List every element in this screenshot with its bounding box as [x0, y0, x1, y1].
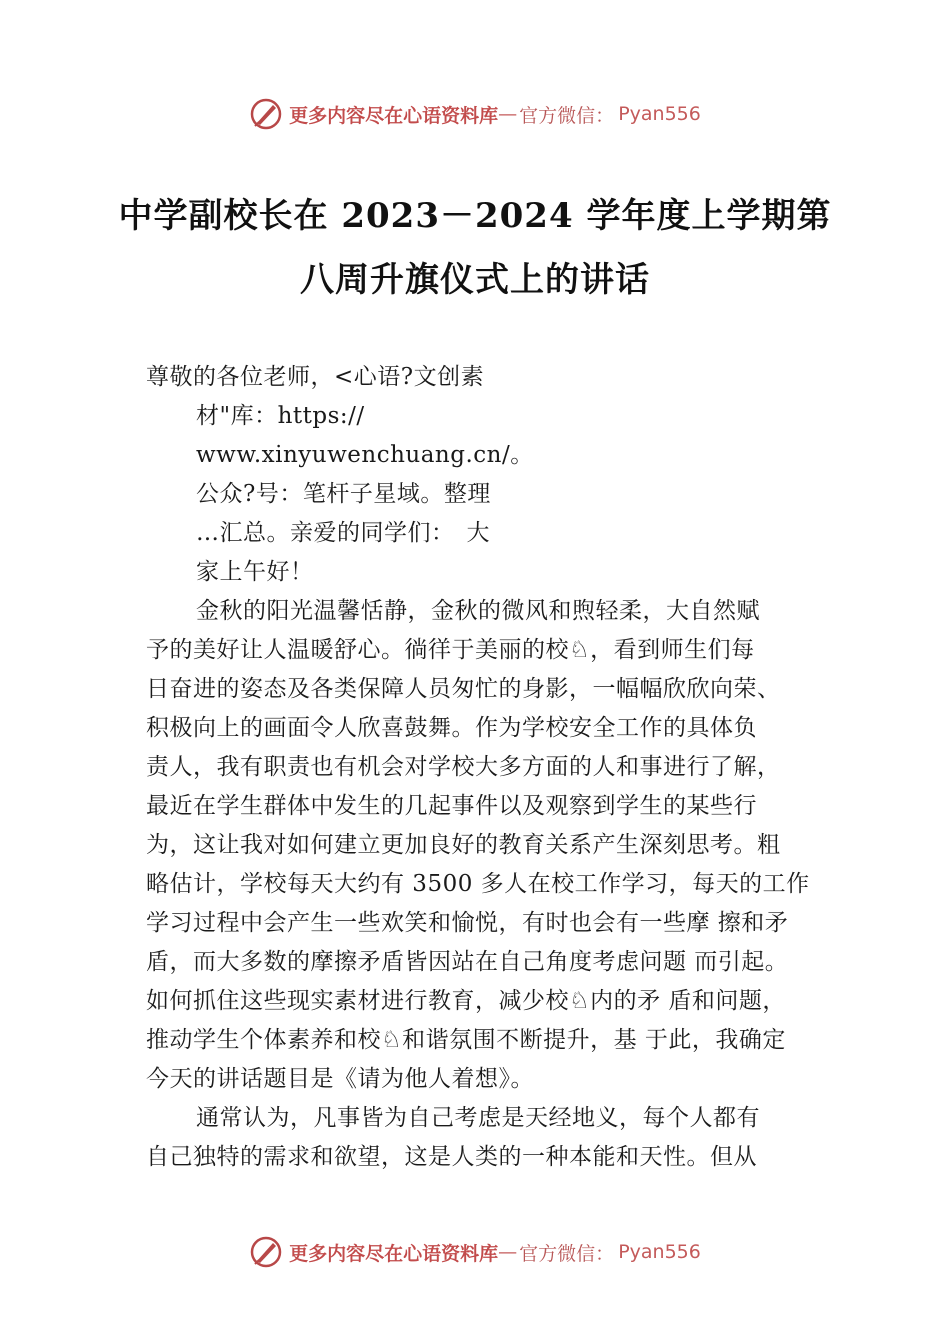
body-line: 材"库：https://: [196, 403, 365, 429]
body-line: 略估计，学校每天大约有 3500 多人在校工作学习，每天的工作: [146, 871, 810, 897]
body-line: 为，这让我对如何建立更加良好的教育关系产生深刻思考。粗: [146, 832, 781, 858]
body-line: 学习过程中会产生一些欢笑和愉悦，有时也会有一些摩 擦和矛: [146, 910, 789, 936]
header-wechat-id: Pyan556: [618, 103, 701, 125]
body-line: 家上午好！: [196, 559, 314, 585]
footer-brand-text: 更多内容尽在心语资料库: [289, 1242, 499, 1265]
body-line: 公众?号：笔杆子星域。整理: [196, 481, 491, 507]
header-wechat-label: 官方微信：: [519, 104, 615, 127]
body-line: 责人，我有职责也有机会对学校大多方面的人和事进行了解，: [146, 754, 781, 780]
quill-logo-icon: [249, 1235, 283, 1269]
body-line: 如何抓住这些现实素材进行教育，减少校♘内的矛 盾和问题，: [146, 988, 786, 1014]
footer-wechat-label: 官方微信：: [519, 1242, 615, 1265]
body-line: 尊敬的各位老师，<心语?文创素: [146, 364, 485, 390]
body-line: 今天的讲话题目是《请为他人着想》。: [146, 1066, 534, 1092]
footer-dash: —: [498, 1241, 518, 1263]
header-banner: [0, 94, 950, 134]
body-line: 金秋的阳光温馨恬静，金秋的微风和煦轻柔，大自然赋: [196, 598, 760, 624]
header-brand-text: 更多内容尽在心语资料库: [289, 104, 499, 127]
body-line: 予的美好让人温暖舒心。徜徉于美丽的校♘，看到师生们每: [146, 637, 755, 663]
body-line: 推动学生个体素养和校♘和谐氛围不断提升，基 于此，我确定: [146, 1027, 786, 1053]
quill-logo-icon: [249, 97, 283, 131]
document-title-line-1: 中学副校长在 2023－2024 学年度上学期第: [118, 196, 832, 236]
body-line: 积极向上的画面令人欣喜鼓舞。作为学校安全工作的具体负: [146, 715, 757, 741]
footer-wechat-id: Pyan556: [618, 1241, 701, 1263]
body-line: www.xinyuwenchuang.cn/。: [196, 442, 534, 468]
footer-banner: [0, 1232, 950, 1272]
body-line: 日奋进的姿态及各类保障人员匆忙的身影，一幅幅欣欣向荣、: [146, 676, 781, 702]
body-line: 最近在学生群体中发生的几起事件以及观察到学生的某些行: [146, 793, 757, 819]
body-line: 盾，而大多数的摩擦矛盾皆因站在自己角度考虑问题 而引起。: [146, 949, 789, 975]
document-title-line-2: 八周升旗仪式上的讲话: [300, 260, 650, 300]
body-line: 自己独特的需求和欲望，这是人类的一种本能和天性。但从: [146, 1144, 757, 1170]
body-line: 通常认为，凡事皆为自己考虑是天经地义，每个人都有: [196, 1105, 760, 1131]
body-line: …汇总。亲爱的同学们： 大: [196, 520, 490, 546]
header-dash: —: [498, 103, 518, 125]
